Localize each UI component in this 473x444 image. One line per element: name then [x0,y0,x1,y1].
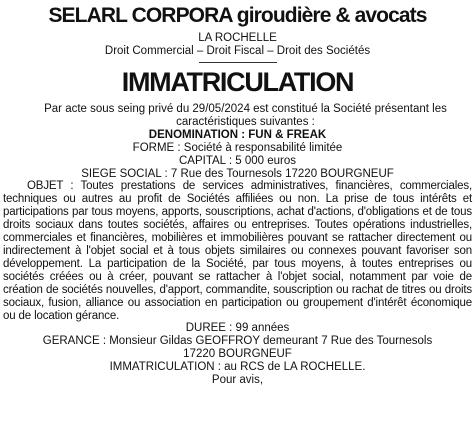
duree-line: DUREE : 99 années [185,322,290,335]
header-divider [199,62,277,63]
gerance-line-2: 17220 BOURGNEUF [183,348,292,361]
capital-line: CAPITAL : 5 000 euros [179,154,296,167]
firm-specialties: Droit Commercial – Droit Fiscal – Droit des Sociétés [104,45,371,57]
objet-paragraph: OBJET : Toutes prestations de services administratives, financières, commerciales, techniques ou autres au profit de Sociétés affiliées ou non. La prise de tous intérêts et participations par tous moyens, apports, souscriptions, achat d'actions, d'obligations et de tous droits sociaux dans toutes sociétés, affaires ou entreprises. Toutes opérations industrielles, commerciales et financières, mobilières et immobilières pouvant se rattacher directement ou indirectement à l'objet social et à tous objets similaires ou connexes pouvant favoriser son développement. La participation de la Société, par tous moyens, à toutes entreprises ou sociétés créées ou à créer, pouvant se rattacher à l'objet social, notamment par voie de création de sociétés nouvelles, d'apport, commandite, souscription ou rachat de titres ou droits sociaux, fusion, alliance ou association en participation ou groupement d'intérêt économique ou de location gérance. [3,180,472,322]
immatriculation-line: IMMATRICULATION : au RCS de LA ROCHELLE. [109,361,366,374]
denomination-line: DENOMINATION : FUN & FREAK [148,128,327,141]
gerance-line-1: GERANCE : Monsieur Gildas GEOFFROY demeurant 7 Rue des Tournesols [42,335,433,348]
forme-line: FORME : Société à responsabilité limitée [132,141,343,154]
firm-city: LA ROCHELLE [198,32,277,44]
closing-line: Pour avis, [211,374,264,387]
notice-body [3,103,472,387]
siege-line: SIEGE SOCIAL : 7 Rue des Tournesols 17220 BOURGNEUF [81,167,394,180]
intro-paragraph: Par acte sous seing privé du 29/05/2024 est constitué la Société présentant les caractéristiques suivantes : [44,103,447,128]
firm-name: SELARL CORPORA giroudière & avocats [48,4,427,27]
notice-title: IMMATRICULATION [121,67,354,97]
